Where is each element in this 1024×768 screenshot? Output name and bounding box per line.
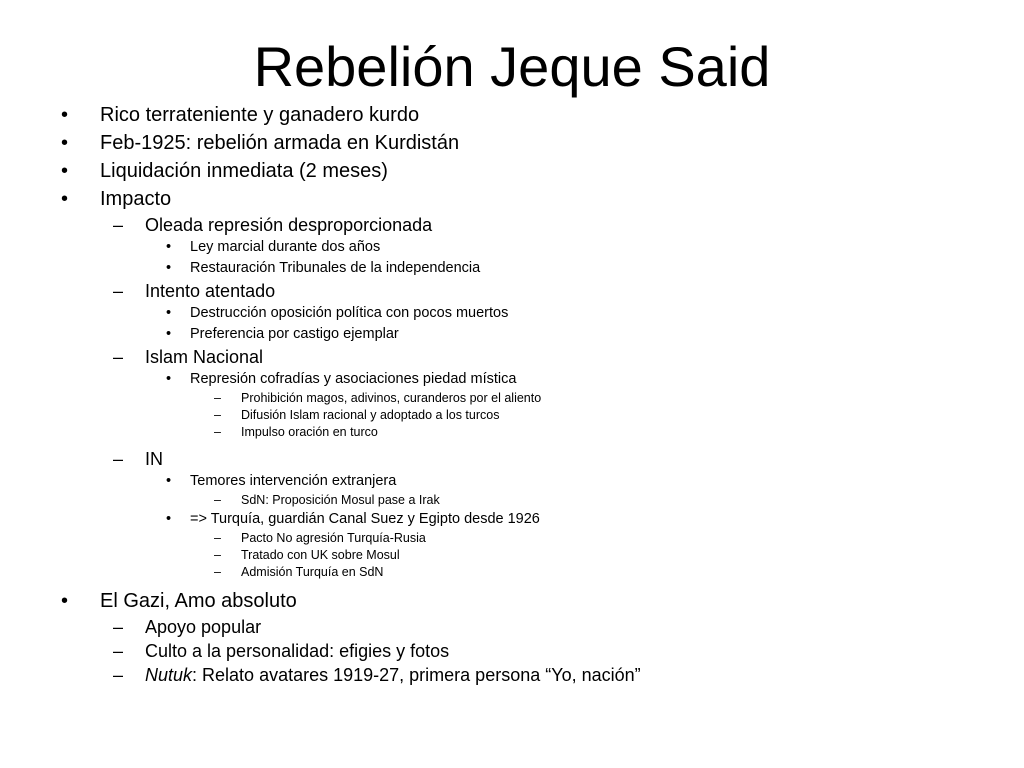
list-subitem [0, 279, 1024, 303]
bullet-marker: • [61, 188, 69, 210]
list-item-text: El Gazi, Amo absoluto [100, 590, 297, 612]
list-subitem-text: Impulso oración en turco [241, 425, 378, 439]
list-subitem [0, 303, 1024, 324]
list-subitem-text: Prohibición magos, adivinos, curanderos por el aliento [241, 391, 542, 405]
list-subitem [0, 471, 1024, 492]
bullet-marker: • [61, 104, 69, 126]
list-subitem [0, 509, 1024, 530]
list-subitem [0, 369, 1024, 390]
list-subitem [0, 258, 1024, 279]
list-subitem [0, 390, 1024, 407]
list-subitem-text: Oleada represión desproporcionada [145, 215, 433, 235]
dash-marker: – [214, 531, 221, 545]
dash-marker: – [113, 449, 124, 469]
list-subitem-text: Pacto No agresión Turquía-Rusia [241, 531, 426, 545]
list-item [0, 101, 1024, 129]
dash-marker: – [113, 215, 124, 235]
dash-marker: – [214, 408, 221, 422]
bullet-marker: • [166, 305, 172, 321]
list-subitem [0, 639, 1024, 663]
slide-title: Rebelión Jeque Said [253, 35, 771, 98]
list-subitem [0, 324, 1024, 345]
list-subitem-text: Apoyo popular [145, 617, 262, 637]
bullet-marker: • [166, 326, 172, 342]
bullet-marker: • [166, 239, 172, 255]
list-subitem-text: Represión cofradías y asociaciones piedad mística [190, 371, 517, 387]
list-subitem [0, 663, 1024, 687]
dash-marker: – [113, 641, 124, 661]
dash-marker: – [113, 617, 124, 637]
bullet-marker: • [166, 473, 172, 489]
list-subitem-text: Difusión Islam racional y adoptado a los turcos [241, 408, 500, 422]
dash-marker: – [214, 548, 221, 562]
list-subitem-text: Culto a la personalidad: efigies y fotos [145, 641, 450, 661]
list-subitem-text: Intento atentado [145, 281, 276, 301]
list-item [0, 185, 1024, 213]
list-subitem-text: Restauración Tribunales de la independencia [190, 260, 481, 276]
list-subitem [0, 547, 1024, 564]
dash-marker: – [113, 281, 124, 301]
bullet-marker: • [61, 132, 69, 154]
dash-marker: – [214, 565, 221, 579]
list-subitem-text: => Turquía, guardián Canal Suez y Egipto desde 1926 [190, 511, 540, 527]
list-subitem [0, 424, 1024, 441]
list-item-text: Liquidación inmediata (2 meses) [100, 160, 388, 182]
dash-marker: – [214, 425, 221, 439]
list-subitem-text: Admisión Turquía en SdN [241, 565, 384, 579]
bullet-marker: • [61, 590, 69, 612]
list-subitem [0, 213, 1024, 237]
nutuk-term: Nutuk [145, 665, 193, 685]
list-subitem-text: Islam Nacional [145, 347, 264, 367]
list-subitem-text: Destrucción oposición política con pocos muertos [190, 305, 509, 321]
bullet-marker: • [166, 511, 172, 527]
dash-marker: – [214, 391, 221, 405]
list-subitem-text: Temores intervención extranjera [190, 473, 397, 489]
list-item [0, 129, 1024, 157]
list-subitem [0, 615, 1024, 639]
list-subitem [0, 492, 1024, 509]
dash-marker: – [113, 347, 124, 367]
list-subitem-text: Preferencia por castigo ejemplar [190, 326, 399, 342]
list-subitem [0, 407, 1024, 424]
list-subitem-text: IN [145, 449, 163, 469]
bullet-marker: • [61, 160, 69, 182]
list-item [0, 587, 1024, 615]
dash-marker: – [214, 493, 221, 507]
list-item-text: Impacto [100, 188, 172, 210]
list-subitem [0, 447, 1024, 471]
list-subitem [0, 564, 1024, 581]
list-subitem [0, 530, 1024, 547]
bullet-marker: • [166, 371, 172, 387]
list-subitem [0, 237, 1024, 258]
list-subitem-text: SdN: Proposición Mosul pase a Irak [241, 493, 440, 507]
bullet-marker: • [166, 260, 172, 276]
list-subitem [0, 345, 1024, 369]
list-item-text: Rico terrateniente y ganadero kurdo [100, 104, 420, 126]
list-item-text: Feb-1925: rebelión armada en Kurdistán [100, 132, 460, 154]
list-item [0, 157, 1024, 185]
list-subitem-text: Ley marcial durante dos años [190, 239, 381, 255]
nutuk-description: : Relato avatares 1919-27, primera persona “Yo, nación” [192, 665, 641, 685]
list-subitem-text [145, 663, 641, 687]
dash-marker: – [113, 665, 124, 685]
bullet-list [0, 101, 1024, 687]
list-subitem-text: Tratado con UK sobre Mosul [241, 548, 400, 562]
